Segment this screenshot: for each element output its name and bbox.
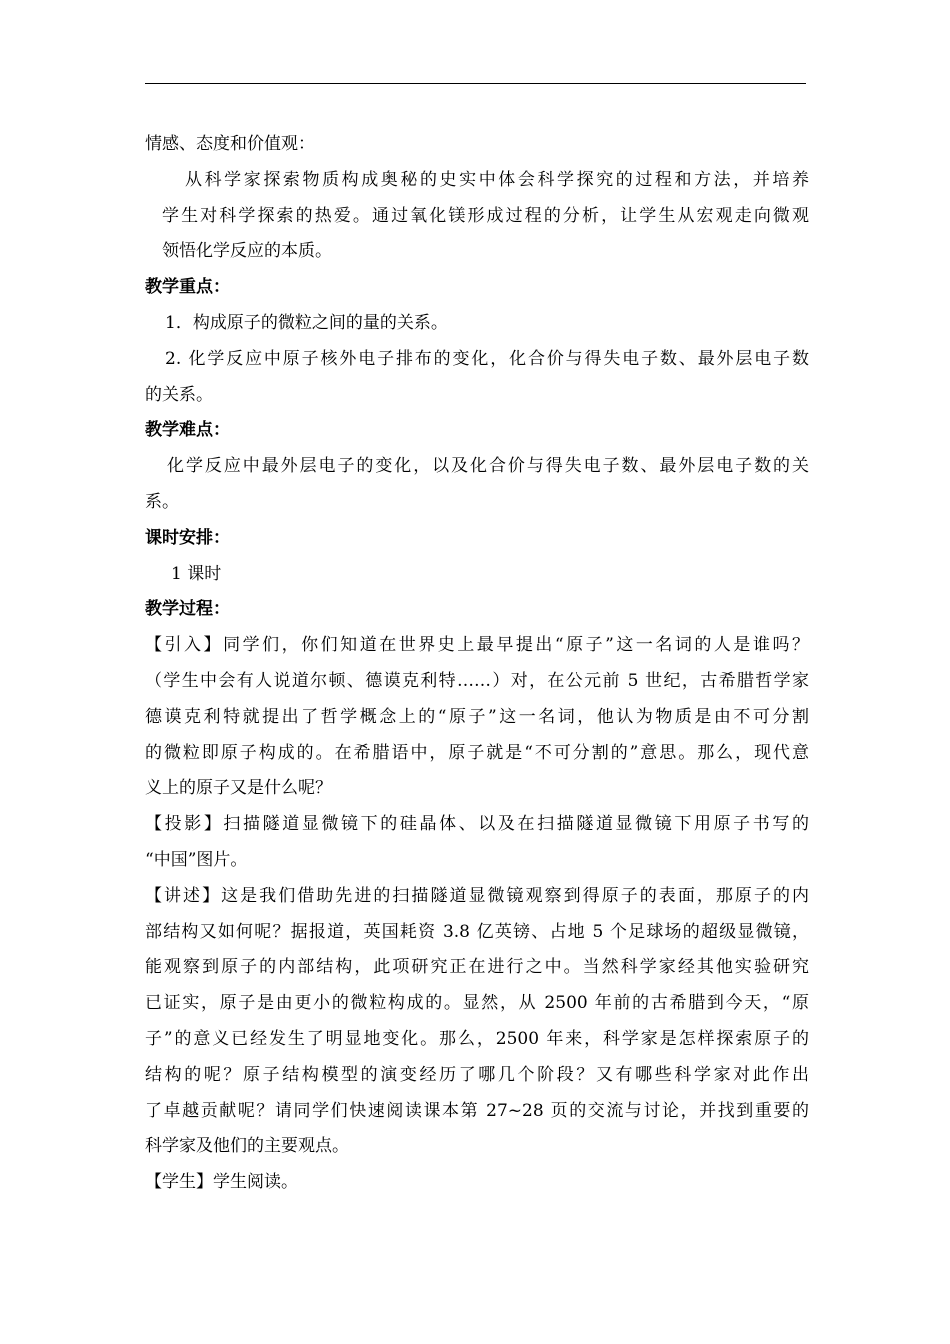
difficulties-heading: 教学难点：	[145, 420, 230, 441]
lecture-line: 能观察到原子的内部结构，此项研究正在进行之中。当然科学家经其他实验研究	[145, 957, 809, 978]
projection-line: “中国”图片。	[145, 849, 248, 870]
projection-line: 【投影】扫描隧道显微镜下的硅晶体、以及在扫描隧道显微镜下用原子书写的	[145, 814, 809, 835]
key-point-item: 2. 化学反应中原子核外电子排布的变化，化合价与得失电子数、最外层电子数	[165, 348, 809, 369]
key-point-item: 的关系。	[145, 384, 213, 405]
intro-line: 的微粒即原子构成的。在希腊语中，原子就是“不可分割的”意思。那么，现代意	[145, 742, 809, 763]
attitude-paragraph-line: 从科学家探索物质构成奥秘的史实中体会科学探究的过程和方法，并培养	[185, 169, 809, 190]
difficulties-line: 化学反应中最外层电子的变化，以及化合价与得失电子数、最外层电子数的关	[167, 456, 809, 477]
student-line: 【学生】学生阅读。	[145, 1172, 298, 1193]
lecture-line: 了卓越贡献呢？请同学们快速阅读课本第 27~28 页的交流与讨论，并找到重要的	[145, 1100, 809, 1121]
lecture-line: 结构的呢？原子结构模型的演变经历了哪几个阶段？又有哪些科学家对此作出	[145, 1064, 809, 1085]
attitude-paragraph-line: 领悟化学反应的本质。	[162, 241, 332, 262]
lecture-line: 部结构又如何呢？据报道，英国耗资 3.8 亿英镑、占地 5 个足球场的超级显微镜，	[145, 921, 809, 942]
intro-line: 【引入】同学们，你们知道在世界史上最早提出“原子”这一名词的人是谁吗？	[145, 635, 809, 656]
lecture-line: 【讲述】这是我们借助先进的扫描隧道显微镜观察到得原子的表面，那原子的内	[145, 885, 809, 906]
process-heading: 教学过程：	[145, 599, 230, 620]
lecture-line: 子”的意义已经发生了明显地变化。那么，2500 年来，科学家是怎样探索原子的	[145, 1028, 809, 1049]
key-point-item: 1．构成原子的微粒之间的量的关系。	[165, 312, 448, 333]
lecture-line: 已证实，原子是由更小的微粒构成的。显然，从 2500 年前的古希腊到今天，“原	[145, 993, 809, 1014]
header-rule	[145, 83, 806, 84]
lecture-line: 科学家及他们的主要观点。	[145, 1136, 349, 1157]
schedule-heading: 课时安排：	[145, 527, 230, 548]
intro-line: 德谟克利特就提出了哲学概念上的“原子”这一名词，他认为物质是由不可分割	[145, 706, 809, 727]
schedule-value: 1 课时	[171, 563, 222, 584]
document-body	[145, 127, 809, 1201]
key-points-heading: 教学重点：	[145, 277, 230, 298]
intro-line: 义上的原子又是什么呢？	[145, 778, 332, 799]
difficulties-line: 系。	[145, 491, 179, 512]
intro-line: （学生中会有人说道尔顿、德谟克利特……）对，在公元前 5 世纪，古希腊哲学家	[145, 670, 809, 691]
attitude-paragraph-line: 学生对科学探索的热爱。通过氧化镁形成过程的分析，让学生从宏观走向微观	[162, 205, 809, 226]
attitude-heading: 情感、态度和价值观：	[145, 134, 315, 154]
